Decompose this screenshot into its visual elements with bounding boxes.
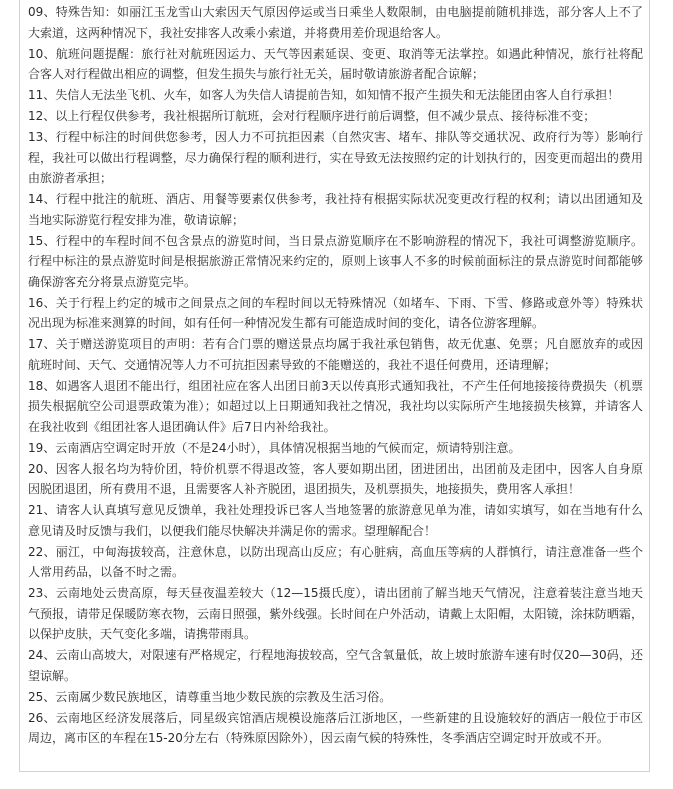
note-number: 25、 — [28, 689, 56, 704]
note-item — [28, 85, 643, 106]
note-number: 18、 — [28, 378, 56, 393]
note-item — [28, 459, 643, 500]
note-number: 16、 — [28, 295, 56, 310]
note-text: 关于行程上约定的城市之间景点之间的车程时间以无特殊情况（如堵车、下雨、下雪、修路或意外等）特殊状况出现为标准来测算的时间，如有任何一种情况发生都有可能造成时间的变化，请各位游客理解。 — [28, 295, 643, 330]
note-number: 22、 — [28, 544, 56, 559]
note-number: 17、 — [28, 337, 56, 351]
note-item — [28, 645, 643, 686]
note-item — [28, 293, 643, 334]
note-number: 20、 — [28, 461, 56, 476]
note-item — [28, 542, 643, 583]
note-text: 失信人无法坐飞机、火车，如客人为失信人请提前告知，如知情不报产生损失和无法能团由客人自行承担！ — [55, 88, 620, 102]
notes-list — [20, 0, 649, 749]
note-item — [28, 687, 643, 708]
note-number: 14、 — [28, 192, 56, 206]
note-text: 关于赠送游览项目的声明：若有合门票的赠送景点均属于我社承包销售，故无优惠、免票；凡自愿放弃的或因航班时间、天气、交通情况等人力不可抗拒因素导致的不能赠送的，我社不退任何费用，还请理解； — [28, 337, 643, 372]
note-number: 13、 — [28, 130, 56, 144]
note-text: 行程中批注的航班、酒店、用餐等要素仅供参考，我社持有根据实际状况变更改行程的权利；请以出团通知及当地实际游览行程安排为准，敬请谅解； — [28, 192, 643, 227]
note-item — [28, 708, 643, 749]
note-number: 10、 — [28, 46, 56, 61]
note-item — [28, 231, 643, 293]
note-number: 23、 — [28, 586, 56, 600]
note-number: 19、 — [28, 440, 56, 455]
note-item — [28, 500, 643, 541]
note-text: 行程中标注的时间供您参考，因人力不可抗拒因素（自然灾害、堵车、排队等交通状况、政府行为等）影响行程，我社可以做出行程调整，尽力确保行程的顺利进行，实在导致无法按照约定的计划执行的，因变更而超出的费用由旅游者承担； — [28, 130, 643, 185]
note-text: 以上行程仅供参考，我社根据所订航班，会对行程顺序进行前后调整，但不减少景点、接待标准不变； — [55, 109, 596, 123]
note-text: 请客人认真填写意见反馈单，我社处理投诉已客人当地签署的旅游意见单为准，请如实填写，如在当地有什么意见请及时反馈与我们，以便我们能尽快解决并满足你的需求。望理解配合！ — [28, 503, 643, 538]
note-text: 行程中的车程时间不包含景点的游览时间，当日景点游览顺序在不影响游程的情况下，我社可调整游览顺序。行程中标注的景点游览时间是根据旅游正常情况来约定的，原则上该事人不多的时候前面标注的景点游览时间都能够确保游客充分将景点游览完毕。 — [28, 233, 643, 289]
note-item — [28, 438, 643, 459]
note-text: 如遇客人退团不能出行，组团社应在客人出团日前3天以传真形式通知我社，不产生任何地接接待费损失（机票损失根据航空公司退票政策为准）；如超过以上日期通知我社之情况，我社均以实际所产生地接损失核算，并请客人在我社收到《组团社客人退团确认件》后7日内补给我社。 — [28, 378, 643, 434]
note-item — [28, 127, 643, 189]
note-item — [28, 334, 643, 375]
note-number: 24、 — [28, 648, 56, 662]
note-text: 丽江，中甸海拔较高，注意休息，以防出现高山反应；有心脏病，高血压等病的人群慎行，请注意准备一些个人常用药品，以备不时之需。 — [28, 544, 643, 579]
note-item — [28, 106, 643, 127]
note-text: 云南属少数民族地区，请尊重当地少数民族的宗教及生活习俗。 — [55, 689, 392, 704]
note-item — [28, 2, 643, 43]
note-item — [28, 583, 643, 645]
note-text: 云南地处云贵高原，每天昼夜温差较大（12—15摄氏度），请出团前了解当地天气情况，注意着装注意当地天气预报，请带足保暖防寒衣物，云南日照强，紫外线强。长时间在户外活动，请戴上太阳帽，太阳镜，涂抹防晒霜，以保护皮肤，天气变化多端，请携带雨具。 — [28, 586, 643, 641]
note-number: 15、 — [28, 233, 56, 248]
note-number: 11、 — [28, 88, 56, 102]
note-text: 航班问题提醒：旅行社对航班因运力、天气等因素延误、变更、取消等无法掌控。如遇此种情况，旅行社将配合客人对行程做出相应的调整，但发生损失与旅行社无关，届时敬请旅游者配合谅解； — [28, 46, 643, 81]
notes-panel — [19, 0, 650, 772]
note-number: 12、 — [28, 109, 56, 123]
note-text: 云南山高坡大，对限速有严格规定，行程地海拔较高，空气含氧量低，故上坡时旅游车速有时仅20—30码，还望谅解。 — [28, 648, 643, 683]
note-text: 云南酒店空调定时开放（不是24小时），具体情况根据当地的气候而定，烦请特别注意。 — [55, 440, 521, 455]
note-number: 21、 — [28, 503, 56, 517]
note-number: 09、 — [28, 5, 56, 19]
note-text: 云南地区经济发展落后，同星级宾馆酒店规模设施落后江浙地区，一些新建的且设施较好的酒店一般位于市区周边，离市区的车程在15-20分左右（特殊原因除外），因云南气候的特殊性，冬季酒店空调定时开放或不开。 — [28, 710, 643, 745]
note-text: 因客人报名均为特价团，特价机票不得退改签，客人要如期出团，团进团出，出团前及走团中，因客人自身原因脱团退团，所有费用不退，且需要客人补齐脱团，退团损失，及机票损失，地接损失，费用客人承担！ — [28, 461, 643, 496]
note-item — [28, 376, 643, 438]
note-text: 特殊告知：如丽江玉龙雪山大索因天气原因停运或当日乘坐人数限制，由电脑提前随机排选，部分客人上不了大索道，这两种情况下，我社安排客人改乘小索道，并将费用差价现退给客人。 — [28, 5, 643, 40]
note-number: 26、 — [28, 710, 56, 725]
note-item — [28, 44, 643, 85]
note-item — [28, 189, 643, 230]
